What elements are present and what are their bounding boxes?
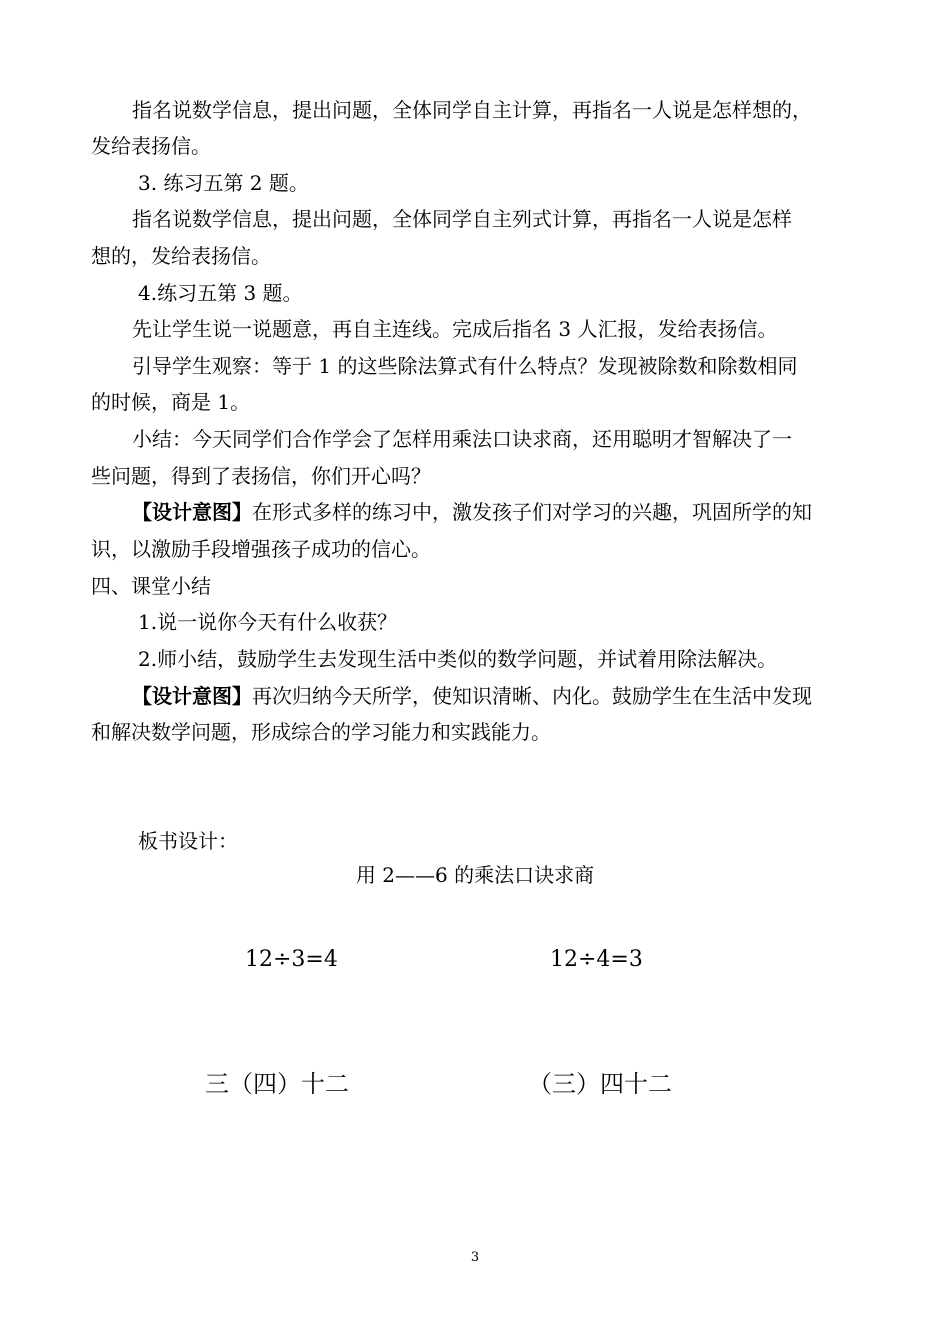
paragraph-line: 指名说数学信息，提出问题，全体同学自主列式计算，再指名一人说是怎样 bbox=[132, 207, 792, 231]
page-number: 3 bbox=[470, 1250, 480, 1265]
design-intent-text: 识，以激励手段增强孩子成功的信心。 bbox=[91, 537, 431, 561]
design-intent-text: 在形式多样的练习中，激发孩子们对学习的兴趣，巩固所学的知 bbox=[252, 500, 812, 524]
paragraph-line: 指名说数学信息，提出问题，全体同学自主计算，再指名一人说是怎样想的， bbox=[132, 98, 812, 122]
paragraph-line: 发给表扬信。 bbox=[91, 134, 211, 158]
paragraph-line: 的时候，商是 1。 bbox=[91, 390, 251, 414]
list-item: 2.师小结，鼓励学生去发现生活中类似的数学问题，并试着用除法解决。 bbox=[138, 647, 778, 671]
paragraph-line: 小结：今天同学们合作学会了怎样用乘法口诀求商，还用聪明才智解决了一 bbox=[132, 427, 792, 451]
design-intent-line bbox=[132, 500, 812, 524]
paragraph-line: 引导学生观察：等于 1 的这些除法算式有什么特点？发现被除数和除数相同 bbox=[132, 354, 798, 378]
design-intent-tag: 【设计意图】 bbox=[132, 500, 252, 524]
board-title: 用 2——6 的乘法口诀求商 bbox=[355, 863, 595, 887]
board-design-label: 板书设计： bbox=[138, 829, 238, 853]
design-intent-tag: 【设计意图】 bbox=[132, 684, 252, 708]
section-heading: 四、课堂小结 bbox=[91, 574, 211, 598]
mnemonic-right: （三）四十二 bbox=[528, 1070, 672, 1098]
paragraph-line: 想的，发给表扬信。 bbox=[91, 244, 271, 268]
mnemonic-left: 三（四）十二 bbox=[205, 1070, 349, 1098]
list-item: 1.说一说你今天有什么收获？ bbox=[138, 610, 398, 634]
equation-left: 12÷3=4 bbox=[245, 947, 338, 972]
design-intent-text: 和解决数学问题，形成综合的学习能力和实践能力。 bbox=[91, 720, 551, 744]
list-item: 3. 练习五第 2 题。 bbox=[138, 171, 309, 195]
design-intent-line bbox=[132, 684, 812, 708]
list-item: 4.练习五第 3 题。 bbox=[138, 281, 303, 305]
design-intent-text: 再次归纳今天所学，使知识清晰、内化。鼓励学生在生活中发现 bbox=[252, 684, 812, 708]
equation-right: 12÷4=3 bbox=[550, 947, 643, 972]
paragraph-line: 些问题，得到了表扬信，你们开心吗？ bbox=[91, 464, 431, 488]
paragraph-line: 先让学生说一说题意，再自主连线。完成后指名 3 人汇报，发给表扬信。 bbox=[132, 317, 778, 341]
